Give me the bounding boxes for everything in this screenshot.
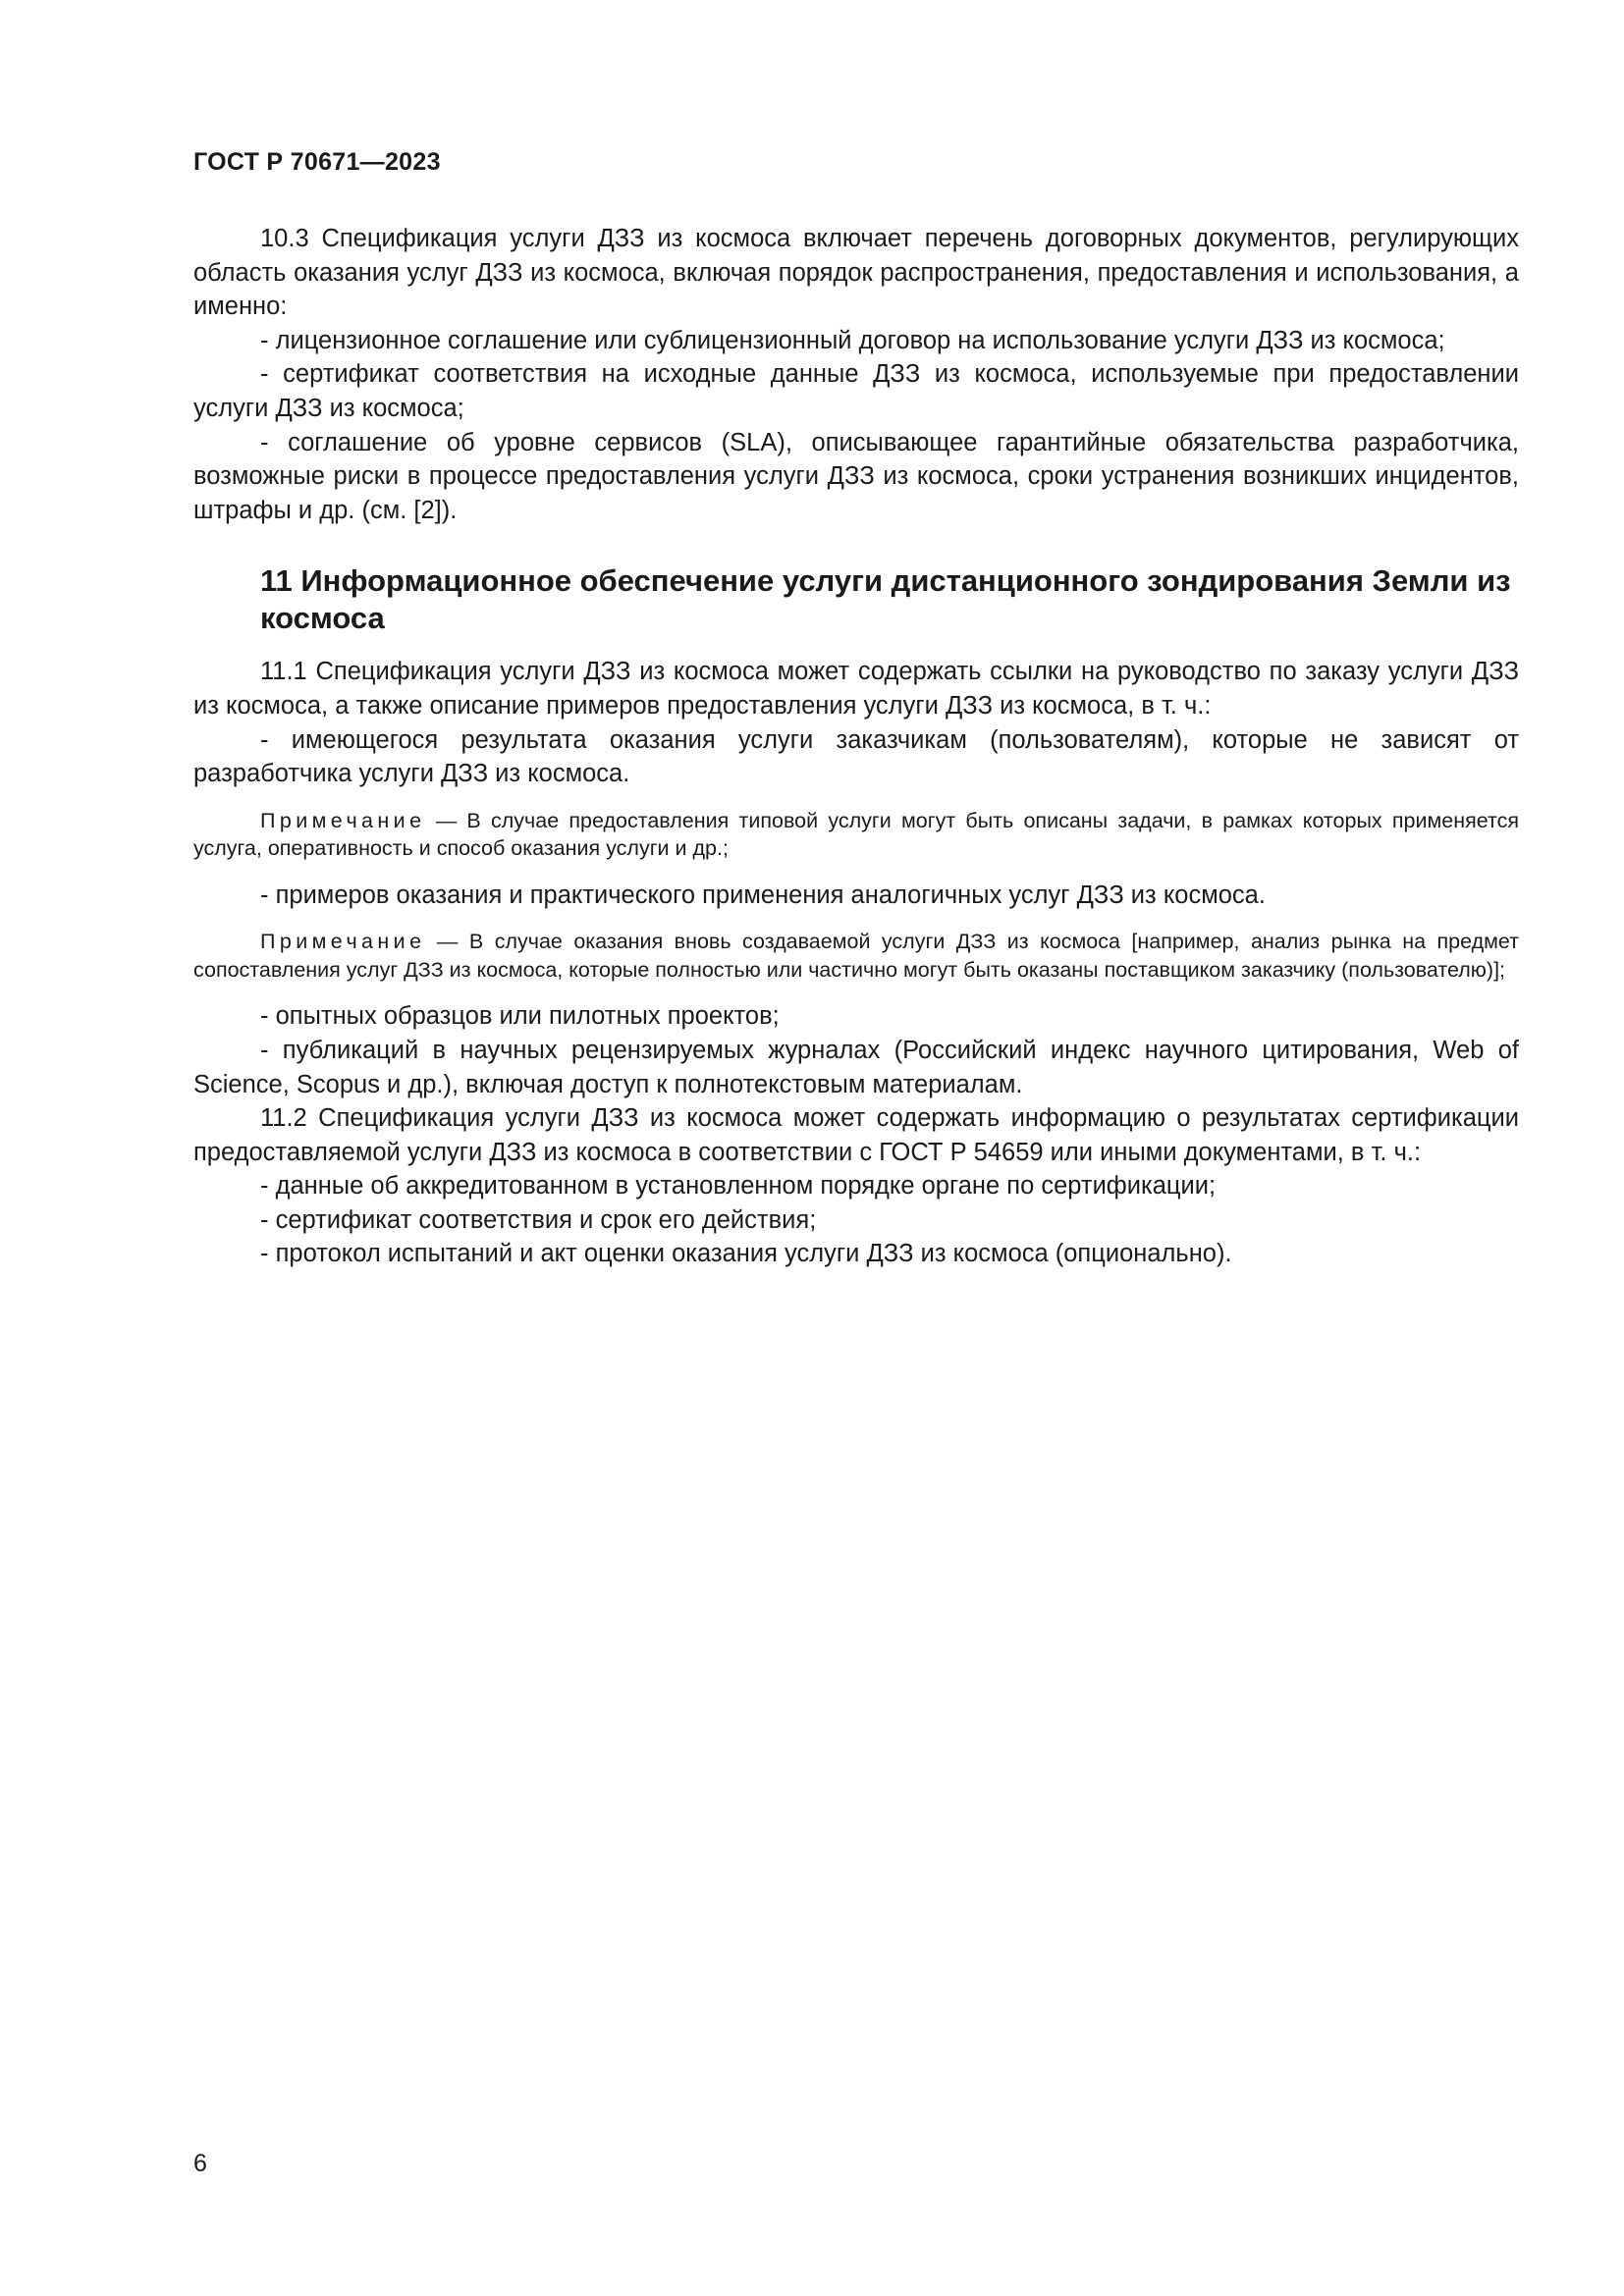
document-code: ГОСТ Р 70671—2023 [193,148,441,176]
list-item: - данные об аккредитованном в установленном порядке органе по сертификации; [260,1172,1217,1201]
document-page [193,0,1519,2296]
list-item: - лицензионное соглашение или сублицензионный договор на использование услуги ДЗЗ из космоса; [260,326,1445,354]
list-item: - соглашение об уровне сервисов (SLA), описывающее гарантийные обязательства разработчика, возможные риски в процессе предоставления услуги ДЗЗ из космоса, сроки устранения возникших инцидентов, штрафы и др. (см. [2]). [193,428,1519,524]
list-item: - сертификат соответствия на исходные данные ДЗЗ из космоса, используемые при предоставлении услуги ДЗЗ из космоса; [193,360,1519,422]
paragraph-10-3: 10.3 Спецификация услуги ДЗЗ из космоса включает перечень договорных документов, регулирующих область оказания услуг ДЗЗ из космоса, включая порядок распространения, предоставления и использования, а именно: [193,225,1519,321]
list-item: - публикаций в научных рецензируемых журналах (Российский индекс научного цитирования, Web of Science, Scopus и др.), включая доступ к полнотекстовым материалам. [193,1036,1519,1098]
list-item: - протокол испытаний и акт оценки оказания услуги ДЗЗ из космоса (опционально). [260,1240,1232,1268]
note-1 [193,807,1519,863]
paragraph-11-1: 11.1 Спецификация услуги ДЗЗ из космоса может содержать ссылки на руководство по заказу услуги ДЗЗ из космоса, а также описание примеров предоставления услуги ДЗЗ из космоса, в т. ч.: [193,658,1519,720]
note-label: Примечание [260,930,426,954]
section-11-title: 11 Информационное обеспечение услуги дистанционного зондирования Земли из космоса [260,563,1511,636]
list-item: - сертификат соответствия и срок его действия; [260,1205,817,1234]
list-item: - примеров оказания и практического применения аналогичных услуг ДЗЗ из космоса. [260,881,1266,909]
note-text: — В случае предоставления типовой услуги могут быть описаны задачи, в рамках которых применяется услуга, оперативность и способ оказания услуги и др.; [193,808,1519,861]
note-text: — В случае оказания вновь создаваемой услуги ДЗЗ из космоса [например, анализ рынка на предмет сопоставления услуг ДЗЗ из космоса, которые полностью или частично могут быть оказаны поставщиком заказчику (пользователю)]; [193,930,1519,982]
note-2 [193,928,1519,984]
page-number: 6 [193,2150,207,2177]
list-item: - имеющегося результата оказания услуги заказчикам (пользователям), которые не зависят от разработчика услуги ДЗЗ из космоса. [193,725,1519,788]
paragraph-11-2: 11.2 Спецификация услуги ДЗЗ из космоса может содержать информацию о результатах сертификации предоставляемой услуги ДЗЗ из космоса в соответствии с ГОСТ Р 54659 или иными документами, в т. ч.: [193,1104,1519,1166]
note-label: Примечание [260,808,426,832]
document-body [193,222,1519,1271]
list-item: - опытных образцов или пилотных проектов; [260,1002,780,1031]
